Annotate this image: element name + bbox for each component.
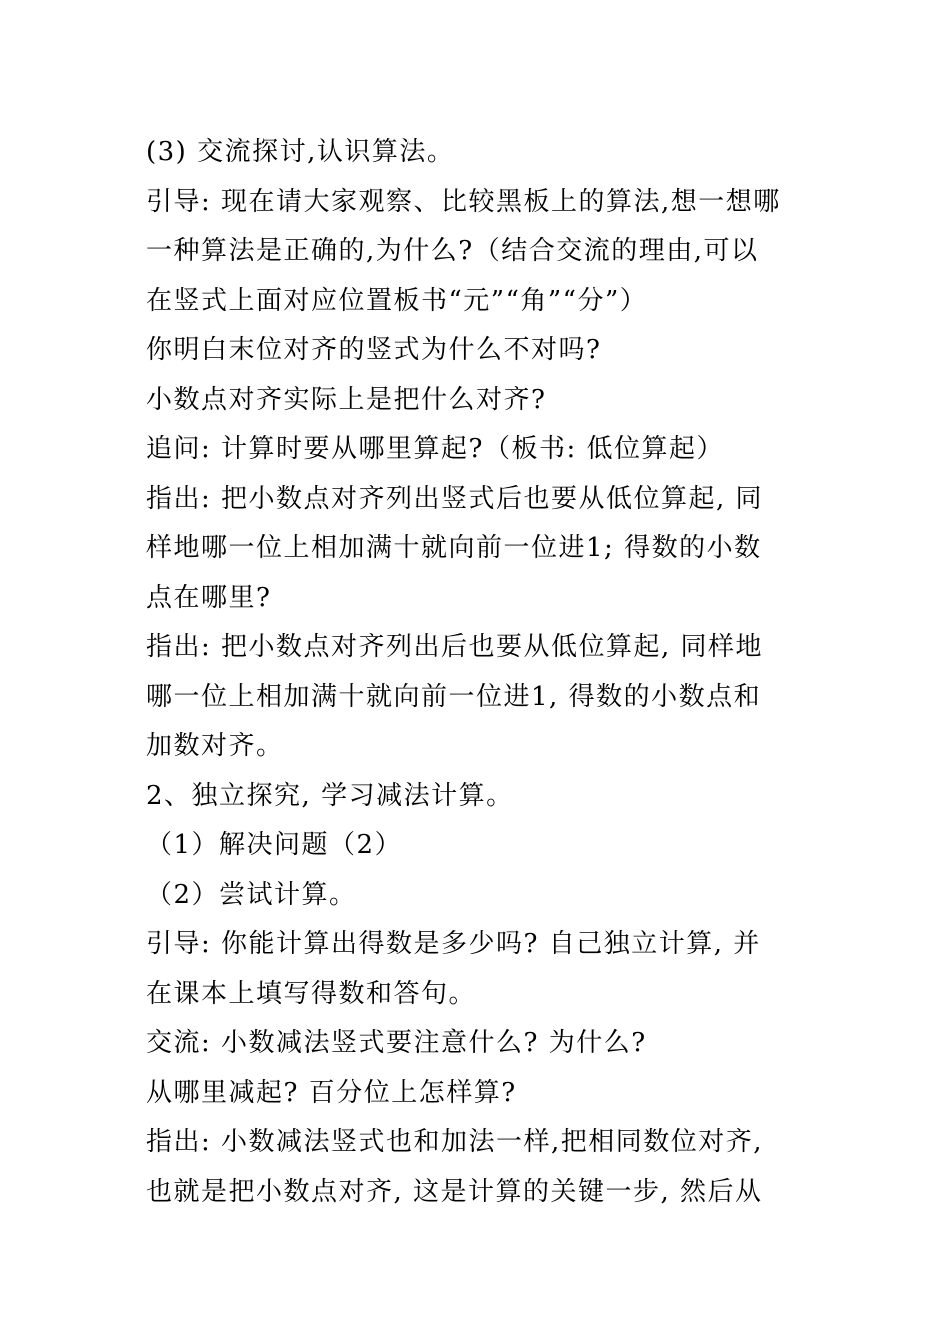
text-line: 从哪里减起? 百分位上怎样算?: [146, 1077, 517, 1108]
text-line: 你明白末位对齐的竖式为什么不对吗?: [146, 335, 602, 365]
text-line: 加数对齐。: [146, 731, 284, 761]
text-line: 交流: 小数减法竖式要注意什么? 为什么?: [146, 1028, 647, 1058]
text-line: 指出: 小数减法竖式也和加法一样,把相同数位对齐,: [146, 1127, 764, 1157]
text-line: 指出: 把小数点对齐列出竖式后也要从低位算起, 同: [146, 483, 764, 514]
text-line: 小数点对齐实际上是把什么对齐?: [146, 384, 547, 415]
text-line: 追问: 计算时要从哪里算起?（板书: 低位算起）: [146, 434, 724, 464]
text-line: 指出: 把小数点对齐列出后也要从低位算起, 同样地: [146, 632, 764, 662]
text-line: （2）尝试计算。: [146, 879, 357, 910]
text-line: 也就是把小数点对齐, 这是计算的关键一步, 然后从: [146, 1176, 763, 1207]
text-line: 引导: 现在请大家观察、比较黑板上的算法,想一想哪: [146, 186, 781, 217]
text-line: 引导: 你能计算出得数是多少吗? 自己独立计算, 并: [146, 929, 761, 959]
text-line: (3) 交流探讨,认识算法。: [146, 137, 455, 167]
document-body: [146, 128, 826, 1217]
text-line: 在课本上填写得数和答句。: [146, 978, 477, 1009]
text-line: 哪一位上相加满十就向前一位进1, 得数的小数点和: [146, 681, 762, 712]
text-line: 点在哪里?: [146, 582, 272, 613]
section-heading: 2、独立探究, 学习减法计算。: [146, 780, 514, 811]
text-line: 一种算法是正确的,为什么?（结合交流的理由,可以: [146, 236, 759, 266]
text-line: 样地哪一位上相加满十就向前一位进1; 得数的小数: [146, 533, 762, 563]
text-line: （1）解决问题（2）: [146, 830, 403, 860]
text-line: 在竖式上面对应位置板书“元”“角”“分”）: [146, 285, 648, 316]
